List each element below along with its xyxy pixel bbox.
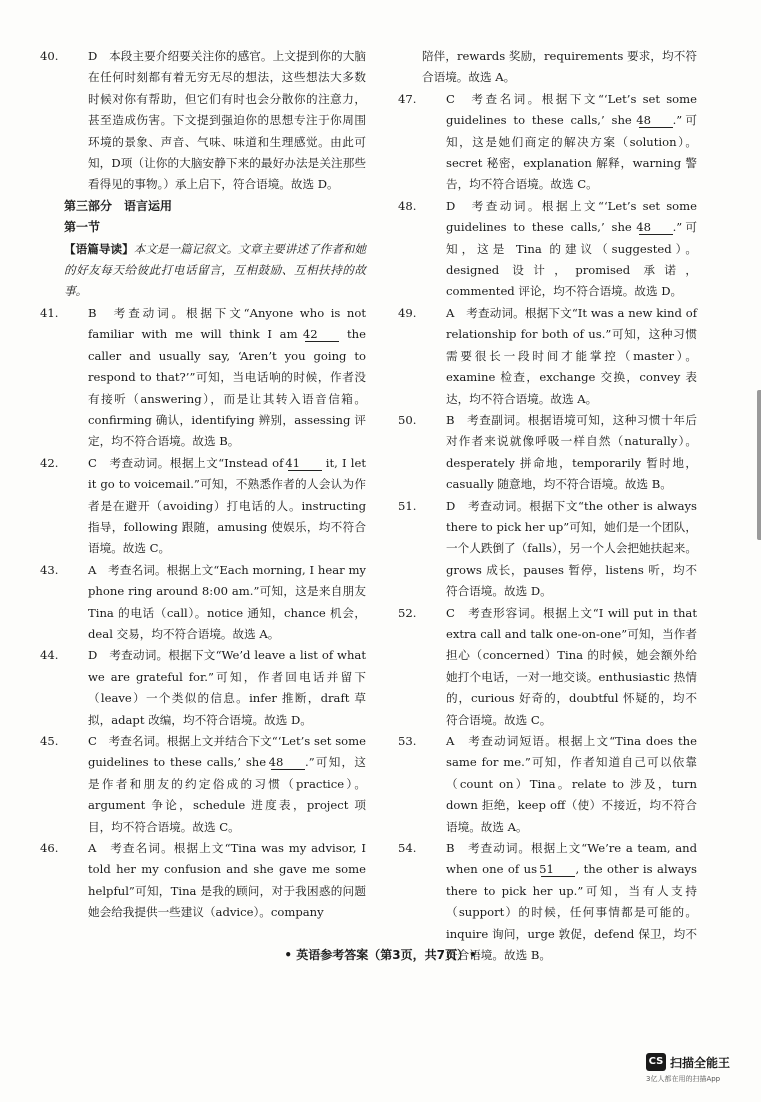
explanation-text: D 考查动词。根据上文“‘Let’s set some guidelines to these calls,’ she: [446, 198, 697, 235]
question-number: 54.: [398, 841, 417, 856]
question-number: 42.: [40, 455, 59, 470]
question-number: 52.: [398, 605, 417, 620]
passage-guide: [64, 239, 366, 303]
question-number: 43.: [40, 562, 59, 577]
answer-item: [40, 560, 366, 646]
explanation-text: A 考查名词。根据上文“Each morning, I hear my phone ring around 8:00 am.”可知，这是来自朋友 Tina 的电话（call）。notice 通知，chance 机会，deal 交易，均不符合语境。故选 A。: [88, 562, 366, 641]
explanation-text: C 考查形容词。根据上文“I will put in that extra call and talk one-on-one”可知，当作者担心（concerned）Tina 的时候，她会额外给她打个电话，一对一地交谈。enthusiastic 热情的，curious 好奇的，doubtful 怀疑的，均不符合语境。故选 C。: [446, 605, 697, 727]
explanation-text: , the other is always there to pick her up.”可知，当有人支持（support）的时候，任何事情都是可能的。inquire 询问，urge 敦促，defend 保卫，均不符合语境。故选 B。: [446, 862, 697, 963]
explanation-text: D 考查动词。根据下文“We’d leave a list of what we are grateful for.”可知，作者回电话并留下（leave）一个类似的信息。infer 推断，draft 草拟，adapt 改编，均不符合语境。故选 D。: [88, 648, 366, 727]
blank-number: 42: [305, 327, 339, 342]
scroll-tab[interactable]: [757, 390, 761, 540]
question-number: 49.: [398, 305, 417, 320]
explanation-text: 陪伴，rewards 奖励，requirements 要求，均不符合语境。故选 A。: [422, 49, 697, 85]
answer-item: [398, 196, 697, 303]
question-number: 51.: [398, 498, 417, 513]
answer-continuation: [422, 46, 697, 89]
explanation-text: A 考查动词。根据下文“It was a new kind of relationship for both of us.”可知，这种习惯需要很长一段时间才能掌控（master）。examine 检查，exchange 交换，convey 表达，均不符合语境。故选 A。: [446, 305, 697, 406]
question-number: 40.: [40, 49, 59, 63]
explanation-text: A 考查动词短语。根据上文“Tina does the same for me.”可知，作者知道自己可以依靠（count on）Tina。relate to 涉及，turn down 拒绝，keep off（使）不接近，均不符合语境。故选 A。: [446, 734, 697, 834]
blank-number: 48: [639, 220, 673, 235]
explanation-text: C 考查动词。根据上文“Instead of: [88, 455, 288, 470]
question-number: 47.: [398, 91, 417, 106]
question-number: 44.: [40, 648, 59, 663]
watermark-tagline: 3亿人都在用的扫描App: [646, 1075, 721, 1083]
question-number: 41.: [40, 305, 59, 320]
answer-item: [398, 303, 697, 410]
section-heading: 第三部分 语言运用: [64, 198, 173, 213]
explanation-text: .”可知，这是 Tina 的建议（suggested）。designed 设计，promised 承诺，commented 评论，均不符合语境。故选 D。: [446, 220, 697, 299]
section-heading: 第一节: [64, 220, 101, 235]
answer-item: [40, 645, 366, 731]
right-column: [398, 46, 697, 966]
explanation-text: .”可知，这是作者和朋友的约定俗成的习惯（practice）。argument 争论，schedule 进度表，project 项目，均不符合语境。故选 C。: [88, 755, 366, 834]
question-number: 50.: [398, 412, 417, 427]
blank-number: 51: [541, 862, 575, 877]
blank-number: 41: [288, 456, 322, 471]
answer-item: [40, 453, 366, 560]
explanation-text: it, I let it go to voicemail.”可知，不熟悉作者的人会认为作者是在避开（avoiding）打电话的人。instructing 指导，following 跟随，amusing 使娱乐，均不符合语境。故选 C。: [88, 455, 366, 556]
explanation-text: the caller and usually say, ‘Aren’t you going to respond to that?’”可知，当电话响的时候，作者没有接听（answering），而是让其转入语音信箱。confirming 确认，identifying 辨别，assessing 评定，均不符合语境。故选 B。: [88, 327, 366, 449]
explanation-text: D 本段主要介绍要关注你的感官。上文提到你的大脑在任何时刻都有着无穷无尽的想法，这些想法大多数时候对你有帮助，但它们有时也会分散你的注意力，甚至造成伤害。下文提到强迫你的思想专注于你周围环境的景象、声音、气味、味道和生理感觉。由此可知，D项（让你的大脑安静下来的最好办法是关注那些看得见的事物。）承上启下，符合语境。故选 D。: [88, 49, 366, 192]
question-number: 45.: [40, 734, 59, 748]
blank-number: 48: [639, 113, 673, 128]
explanation-text: B 考查动词。根据上文“We’re a team, and when one of us: [446, 841, 697, 877]
page-footer: • 英语参考答案（第3页，共7页）•: [284, 948, 477, 962]
explanation-text: C 考查名词。根据下文“‘Let’s set some guidelines to these calls,’ she: [446, 91, 697, 128]
answer-item: [398, 603, 697, 731]
question-number: 53.: [398, 734, 417, 748]
answer-item: [398, 496, 697, 603]
passage-guide-text: 本文是一篇记叙文。文章主要讲述了作者和她的好友每天给彼此打电话留言，互相鼓励、互相扶持的故事。: [64, 241, 366, 299]
explanation-text: .”可知，这是她们商定的解决方案（solution）。secret 秘密，explanation 解释，warning 警告，均不符合语境。故选 C。: [446, 113, 697, 192]
explanation-text: B 考查副词。根据语境可知，这种习惯十年后对作者来说就像呼吸一样自然（naturally）。desperately 拼命地，temporarily 暂时地，casually 随意地，均不符合语境。故选 B。: [446, 412, 697, 492]
explanation-text: A 考查名词。根据上文“Tina was my advisor, I told her my confusion and she gave me some helpful”可知，Tina 是我的顾问，对于我困惑的问题她会给我提供一些建议（advice）。company: [88, 841, 366, 920]
answer-item: [40, 838, 366, 924]
passage-guide-label: 【语篇导读】: [64, 241, 134, 256]
answer-item: [398, 410, 697, 496]
left-column: [40, 46, 366, 924]
explanation-text: B 考查动词。根据下文“Anyone who is not familiar with me will think I am: [88, 305, 366, 342]
answer-item: [398, 731, 697, 838]
question-number: 48.: [398, 198, 417, 213]
answer-item: [40, 731, 366, 838]
explanation-text: D 考查动词。根据下文“the other is always there to pick her up”可知，她们是一个团队，一个人跌倒了（falls），另一个人会把她扶起来。grows 成长，pauses 暂停，listens 听，均不符合语境。故选 D。: [446, 498, 697, 599]
question-number: 46.: [40, 841, 59, 856]
explanation-text: C 考查名词。根据上文并结合下文“‘Let’s set some guidelines to these calls,’ she: [88, 734, 366, 770]
camscanner-logo-icon: CS: [646, 1053, 666, 1071]
blank-number: 48: [271, 755, 305, 770]
answer-item: [40, 303, 366, 453]
answer-item: [40, 46, 366, 196]
watermark-app-name: 扫描全能王: [670, 1056, 731, 1070]
scanner-watermark: [646, 1050, 761, 1090]
answer-item: [398, 89, 697, 196]
